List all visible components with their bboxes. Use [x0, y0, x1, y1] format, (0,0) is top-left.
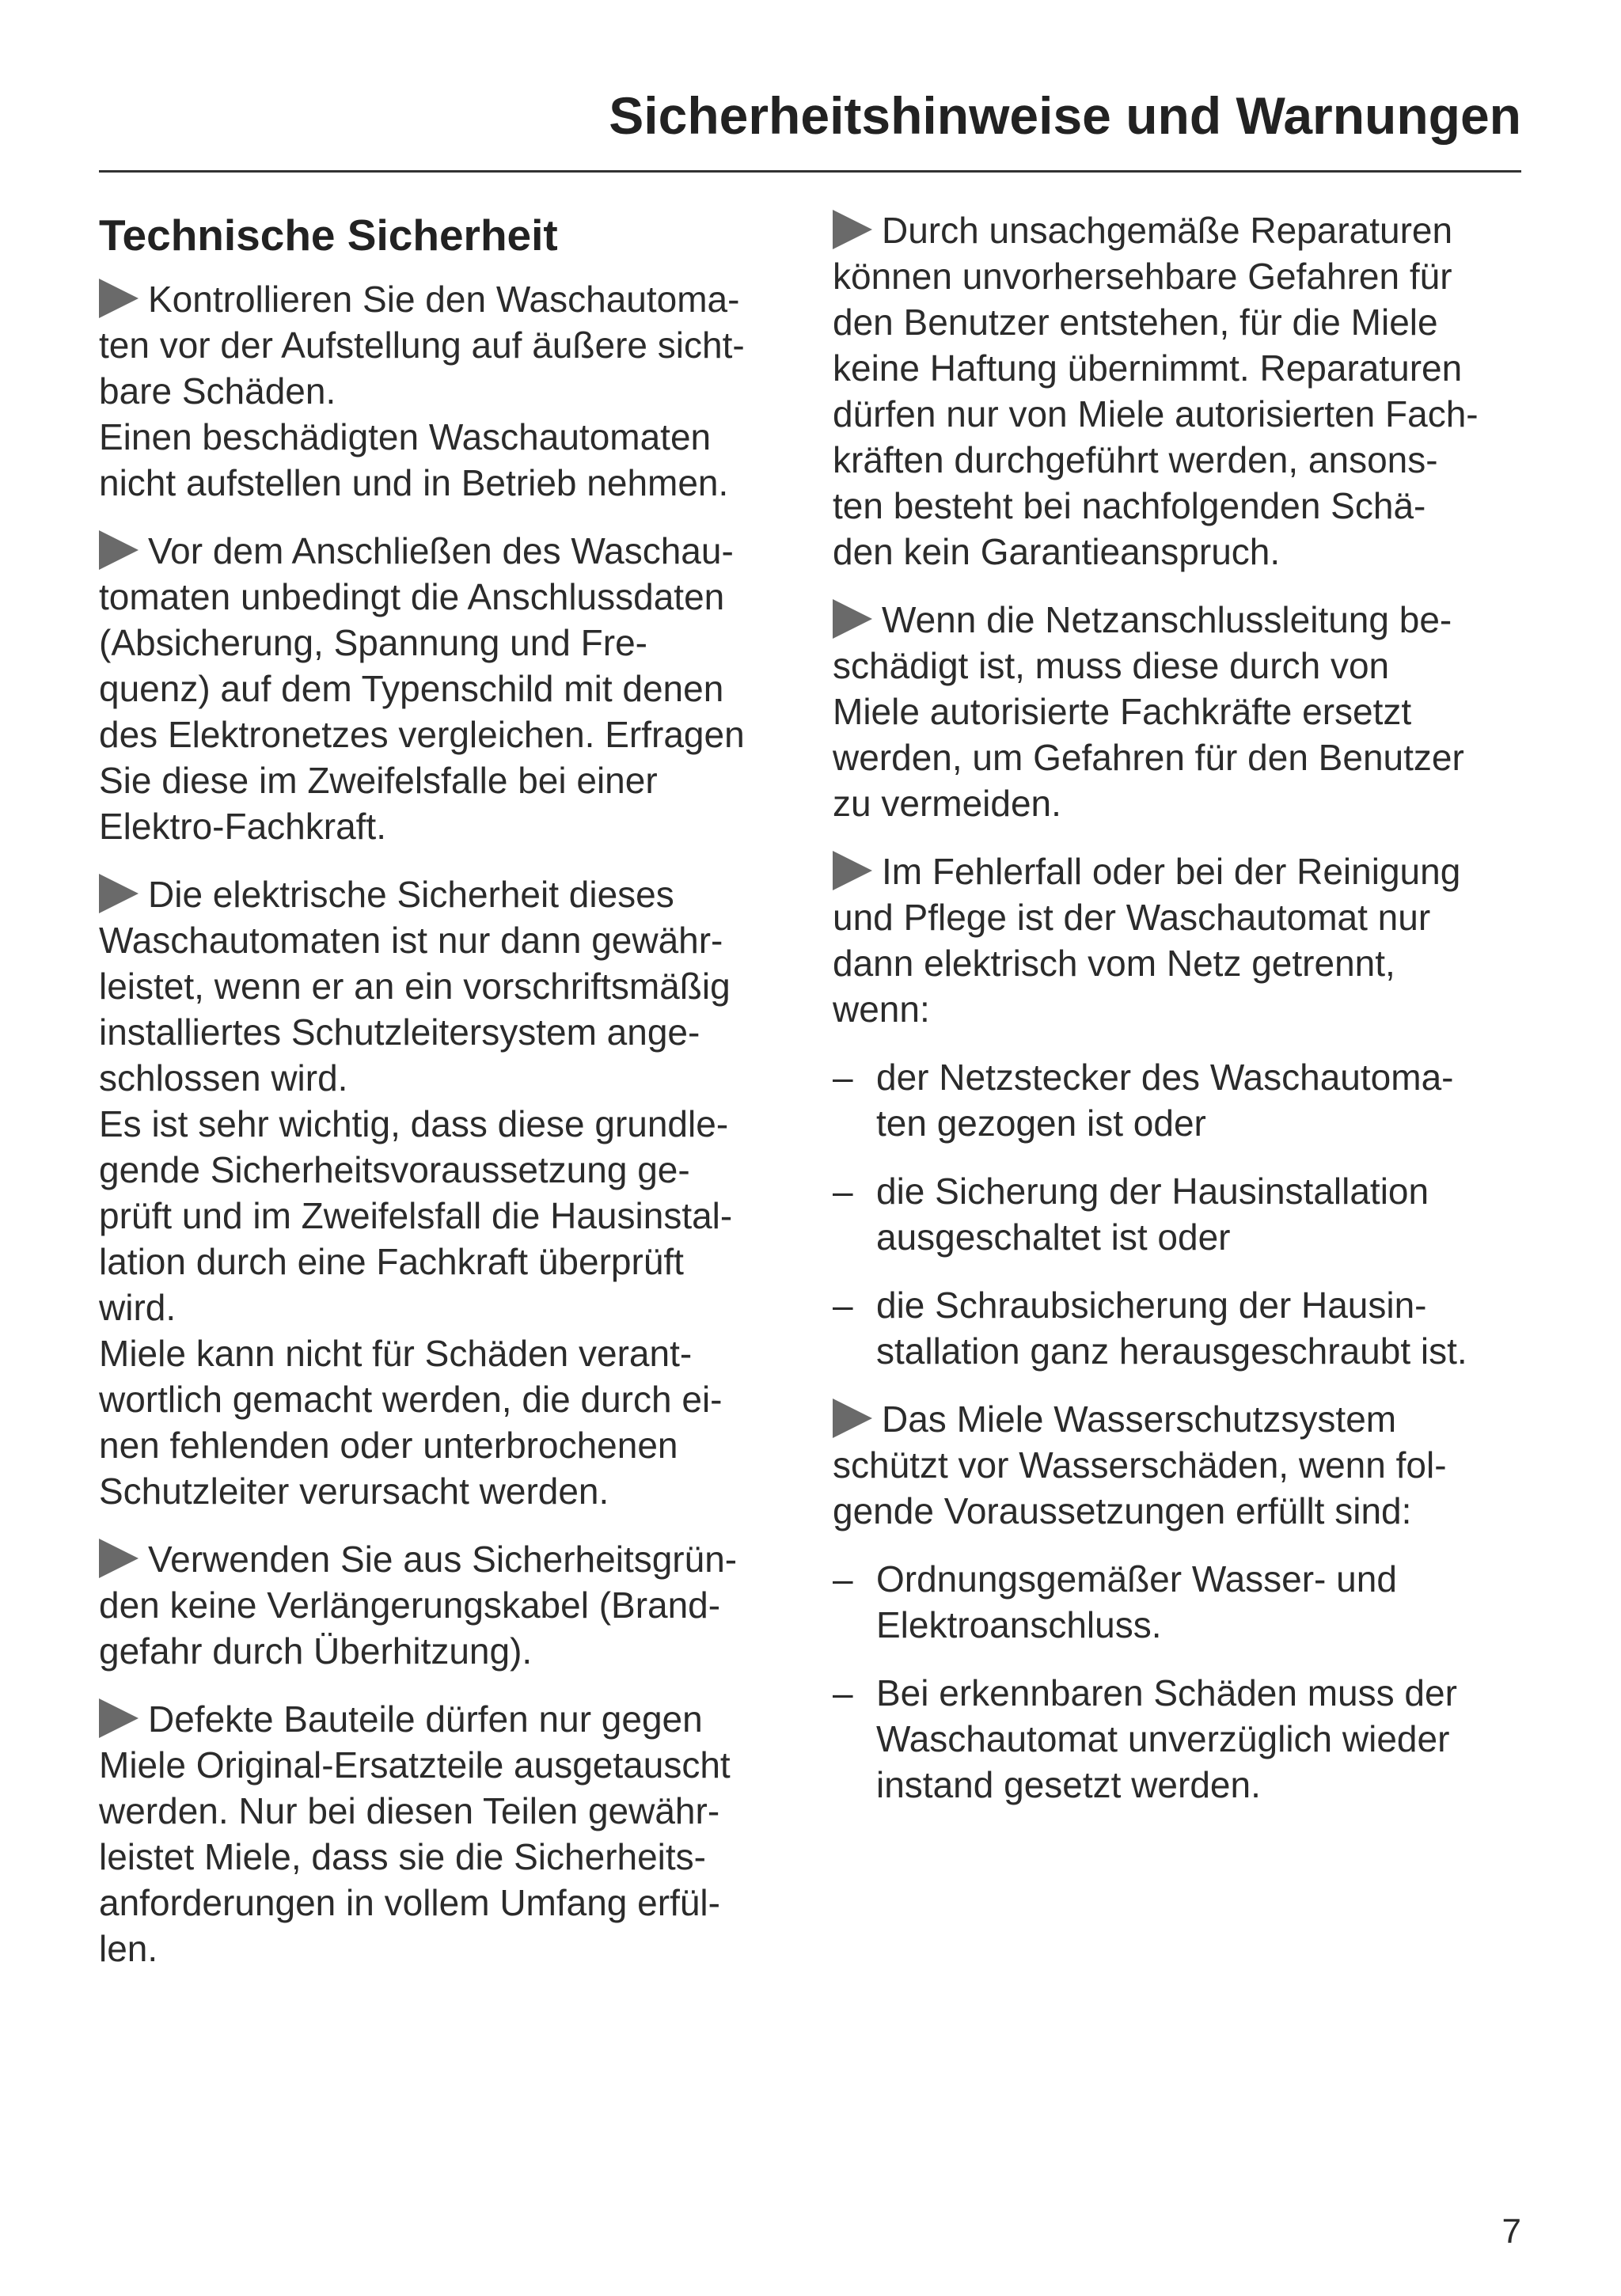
text-line-content: Vor dem Anschließen des Waschau-: [148, 530, 734, 571]
text-line-content: können unvorhersehbare Gefahren für: [833, 256, 1452, 297]
text-line: [99, 1696, 811, 1742]
text-line: [99, 1285, 811, 1330]
text-line: [99, 460, 811, 506]
text-line: [99, 1101, 811, 1147]
text-line-content: keine Haftung übernimmt. Reparaturen: [833, 347, 1463, 389]
text-line-content: Einen beschädigten Waschautomaten: [99, 416, 712, 457]
text-line-content: Wenn die Netzanschlussleitung be-: [882, 599, 1452, 640]
text-line: [99, 712, 811, 757]
text-line-content: lation durch eine Fachkraft überprüft: [99, 1241, 684, 1282]
text-line-content: die Sicherung der Hausinstallation: [876, 1171, 1429, 1212]
text-line-content: ausgeschaltet ist oder: [876, 1216, 1231, 1258]
text-line-content: Das Miele Wasserschutzsystem: [882, 1398, 1397, 1440]
text-line-content: den kein Garantieanspruch.: [833, 531, 1281, 572]
safety-paragraph: [99, 871, 811, 1514]
text-line-content: dann elektrisch vom Netz getrennt,: [833, 943, 1395, 984]
text-line-content: stallation ganz herausgeschraubt ist.: [876, 1330, 1467, 1372]
dash-marker: –: [833, 1057, 853, 1098]
text-line: [99, 1330, 811, 1376]
safety-paragraph: [99, 528, 811, 849]
text-line: [833, 253, 1529, 299]
text-line: [99, 528, 811, 574]
text-line-content: Es ist sehr wichtig, dass diese grundle-: [99, 1103, 729, 1144]
dash-list-item: [833, 1556, 1529, 1648]
text-line-content: Miele Original-Ersatzteile ausgetauscht: [99, 1744, 731, 1786]
text-line: [99, 917, 811, 963]
text-line-content: schlossen wird.: [99, 1057, 348, 1099]
safety-paragraph: [99, 1696, 811, 1972]
text-line: [99, 757, 811, 803]
text-line-content: Elektro-Fachkraft.: [99, 806, 386, 847]
text-line-content: Ordnungsgemäßer Wasser- und: [876, 1558, 1397, 1600]
text-line: [99, 963, 811, 1009]
warning-triangle-icon: [833, 851, 872, 890]
text-line: [876, 1556, 1529, 1602]
text-line: [833, 734, 1529, 780]
warning-triangle-icon: [99, 1539, 139, 1578]
text-line-content: gefahr durch Überhitzung).: [99, 1630, 533, 1672]
text-line-content: nen fehlenden oder unterbrochenen: [99, 1425, 678, 1466]
right-column: [833, 207, 1529, 1830]
dash-marker: –: [833, 1285, 853, 1326]
text-line: [99, 803, 811, 849]
text-line: [99, 1147, 811, 1193]
text-line: [833, 780, 1529, 826]
text-line-content: ten vor der Aufstellung auf äußere sicht-: [99, 324, 745, 366]
text-line-content: Waschautomat unverzüglich wieder: [876, 1718, 1450, 1759]
text-line-content: ten besteht bei nachfolgenden Schä-: [833, 485, 1426, 526]
text-line: [99, 1376, 811, 1422]
text-line: [876, 1100, 1529, 1146]
text-line: [99, 1193, 811, 1239]
text-line-content: leistet, wenn er an ein vorschriftsmäßig: [99, 966, 731, 1007]
text-line: [99, 1055, 811, 1101]
section-title: Technische Sicherheit: [99, 211, 558, 260]
text-line: [833, 1442, 1529, 1488]
text-line: [99, 1468, 811, 1514]
text-line-content: schädigt ist, muss diese durch von: [833, 645, 1390, 686]
text-line-content: tomaten unbedingt die Anschlussdaten: [99, 576, 725, 617]
text-line-content: Miele autorisierte Fachkräfte ersetzt: [833, 691, 1412, 732]
text-line: [99, 1422, 811, 1468]
text-line: [99, 368, 811, 414]
text-line: [833, 894, 1529, 940]
text-line: [876, 1214, 1529, 1260]
text-line: [99, 574, 811, 620]
text-line: [833, 391, 1529, 437]
warning-triangle-icon: [99, 874, 139, 913]
text-line-content: Kontrollieren Sie den Waschautoma-: [148, 279, 740, 320]
text-line-content: len.: [99, 1928, 158, 1969]
left-column: [99, 207, 811, 1994]
text-line: [99, 414, 811, 460]
text-line: [833, 643, 1529, 689]
text-line-content: leistet Miele, dass sie die Sicherheits-: [99, 1836, 706, 1877]
text-line-content: wortlich gemacht werden, die durch ei-: [99, 1379, 723, 1420]
text-line-content: installiertes Schutzleitersystem ange-: [99, 1011, 700, 1053]
text-line: [876, 1168, 1529, 1214]
text-line: [833, 848, 1529, 894]
left-paragraphs: [99, 276, 811, 1972]
text-line-content: bare Schäden.: [99, 370, 336, 412]
text-line: [876, 1670, 1529, 1716]
text-line-content: zu vermeiden.: [833, 783, 1061, 824]
text-line-content: kräften durchgeführt werden, ansons-: [833, 439, 1438, 480]
text-line-content: werden, um Gefahren für den Benutzer: [833, 737, 1464, 778]
text-line-content: quenz) auf dem Typenschild mit denen: [99, 668, 724, 709]
warning-triangle-icon: [99, 530, 139, 570]
text-line-content: gende Sicherheitsvoraussetzung ge-: [99, 1149, 690, 1190]
text-line-content: instand gesetzt werden.: [876, 1764, 1261, 1805]
text-line-content: wenn:: [833, 989, 930, 1030]
safety-paragraph: [833, 1396, 1529, 1534]
text-line: [833, 345, 1529, 391]
text-line-content: Schutzleiter verursacht werden.: [99, 1471, 609, 1512]
text-line-content: Die elektrische Sicherheit dieses: [148, 874, 674, 915]
text-line-content: dürfen nur von Miele autorisierten Fach-: [833, 393, 1479, 435]
text-line: [99, 1742, 811, 1788]
safety-paragraph: [99, 276, 811, 506]
text-line: [833, 1396, 1529, 1442]
page-header: [99, 85, 1521, 173]
text-line: [99, 1582, 811, 1628]
warning-triangle-icon: [99, 1698, 139, 1738]
text-line-content: prüft und im Zweifelsfall die Hausinstal-: [99, 1195, 733, 1236]
page-title: Sicherheitshinweise und Warnungen: [609, 86, 1521, 145]
text-line: [99, 871, 811, 917]
text-line: [833, 207, 1529, 253]
safety-paragraph: [99, 1536, 811, 1674]
warning-triangle-icon: [833, 599, 872, 639]
dash-list-item: [833, 1282, 1529, 1374]
text-line: [876, 1054, 1529, 1100]
text-line-content: Durch unsachgemäße Reparaturen: [882, 210, 1453, 251]
warning-triangle-icon: [833, 1398, 872, 1438]
safety-paragraph: [833, 207, 1529, 575]
text-line: [833, 483, 1529, 529]
text-line: [876, 1762, 1529, 1808]
text-line: [99, 1788, 811, 1834]
text-line: [99, 666, 811, 712]
text-line: [876, 1282, 1529, 1328]
text-line-content: Bei erkennbaren Schäden muss der: [876, 1672, 1457, 1713]
text-line: [99, 1880, 811, 1926]
text-line: [876, 1602, 1529, 1648]
safety-paragraph: [833, 848, 1529, 1032]
text-line-content: den keine Verlängerungskabel (Brand-: [99, 1584, 721, 1626]
text-line: [99, 620, 811, 666]
dash-marker: –: [833, 1171, 853, 1212]
text-line: [99, 276, 811, 322]
warning-triangle-icon: [833, 210, 872, 249]
text-line-content: des Elektronetzes vergleichen. Erfragen: [99, 714, 745, 755]
text-line-content: wird.: [99, 1287, 177, 1328]
text-line-content: (Absicherung, Spannung und Fre-: [99, 622, 647, 663]
text-line: [99, 1536, 811, 1582]
text-line-content: und Pflege ist der Waschautomat nur: [833, 897, 1431, 938]
text-line: [833, 986, 1529, 1032]
dash-marker: –: [833, 1672, 853, 1713]
text-line-content: Miele kann nicht für Schäden verant-: [99, 1333, 693, 1374]
text-line-content: der Netzstecker des Waschautoma-: [876, 1057, 1454, 1098]
text-line-content: den Benutzer entstehen, für die Miele: [833, 302, 1438, 343]
text-line-content: Verwenden Sie aus Sicherheitsgrün-: [148, 1539, 738, 1580]
text-line: [833, 1488, 1529, 1534]
text-line-content: Waschautomaten ist nur dann gewähr-: [99, 920, 723, 961]
text-line-content: Elektroanschluss.: [876, 1604, 1162, 1645]
text-line-content: schützt vor Wasserschäden, wenn fol-: [833, 1444, 1447, 1486]
text-line-content: ten gezogen ist oder: [876, 1102, 1206, 1144]
text-line: [876, 1328, 1529, 1374]
text-line: [833, 597, 1529, 643]
text-line: [876, 1716, 1529, 1762]
text-line: [833, 437, 1529, 483]
text-line: [833, 689, 1529, 734]
text-line-content: Defekte Bauteile dürfen nur gegen: [148, 1698, 703, 1740]
text-line: [833, 940, 1529, 986]
text-line-content: Sie diese im Zweifelsfalle bei einer: [99, 760, 658, 801]
text-line-content: anforderungen in vollem Umfang erfül-: [99, 1882, 720, 1923]
dash-list-item: [833, 1054, 1529, 1146]
text-line-content: gende Voraussetzungen erfüllt sind:: [833, 1490, 1412, 1531]
text-line: [833, 299, 1529, 345]
safety-paragraph: [833, 597, 1529, 826]
warning-triangle-icon: [99, 279, 139, 318]
text-line: [833, 529, 1529, 575]
text-line-content: Im Fehlerfall oder bei der Reinigung: [882, 851, 1461, 892]
dash-marker: –: [833, 1558, 853, 1600]
dash-list-item: [833, 1670, 1529, 1808]
text-line-content: die Schraubsicherung der Hausin-: [876, 1285, 1427, 1326]
text-line-content: werden. Nur bei diesen Teilen gewähr-: [99, 1790, 720, 1831]
text-line: [99, 322, 811, 368]
text-line: [99, 1834, 811, 1880]
text-line: [99, 1009, 811, 1055]
page-number: 7: [1501, 2212, 1521, 2251]
right-paragraphs: [833, 207, 1529, 1808]
text-line: [99, 1926, 811, 1972]
text-line: [99, 1239, 811, 1285]
text-line: [99, 1628, 811, 1674]
dash-list-item: [833, 1168, 1529, 1260]
text-line-content: nicht aufstellen und in Betrieb nehmen.: [99, 462, 729, 503]
